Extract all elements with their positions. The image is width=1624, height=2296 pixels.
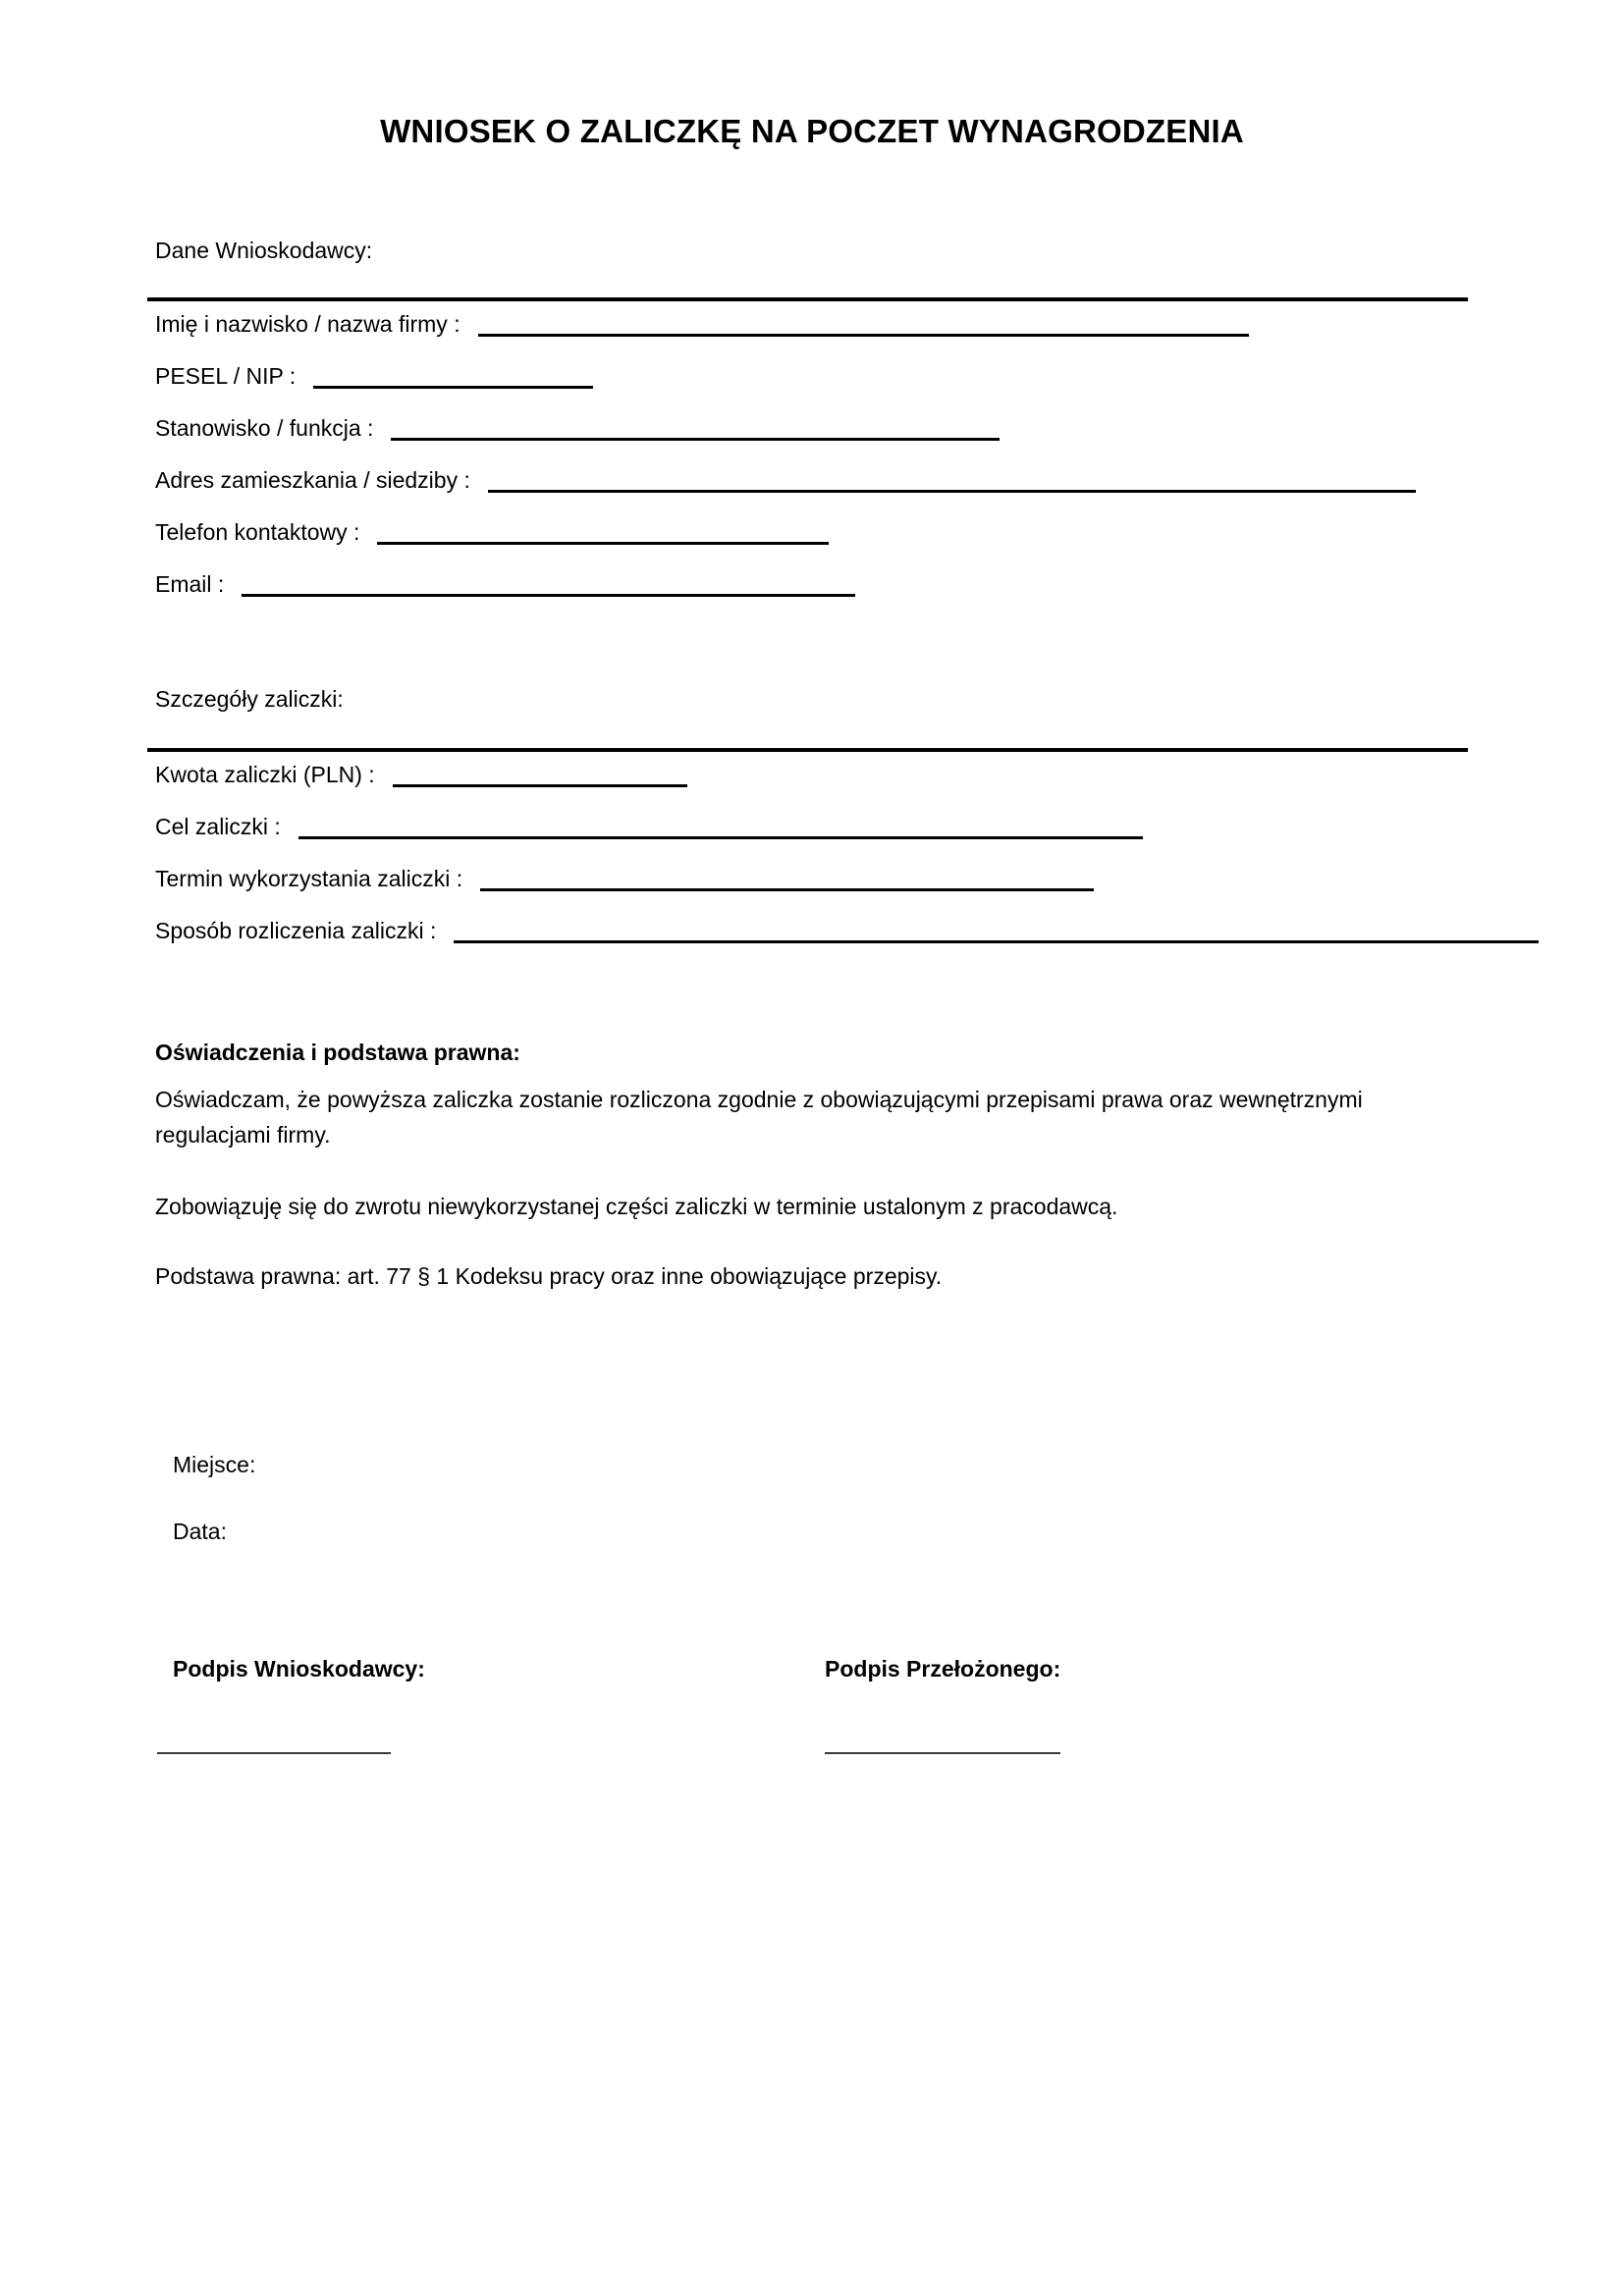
field-label-address: Adres zamieszkania / siedziby : — [155, 467, 470, 493]
declaration-paragraph-2: Zobowiązuję się do zwrotu niewykorzystanej części zaliczki w terminie ustalonym z pracodawcą. — [155, 1194, 1118, 1219]
field-input-pesel-nip[interactable] — [313, 364, 593, 389]
field-input-purpose[interactable] — [298, 815, 1143, 839]
field-row-pesel-nip — [155, 364, 593, 389]
applicant-section-divider — [147, 297, 1468, 301]
declarations-heading: Oświadczenia i podstawa prawna: — [155, 1040, 520, 1065]
field-row-full-name — [155, 312, 1249, 337]
field-row-deadline — [155, 867, 1094, 891]
field-label-pesel-nip: PESEL / NIP : — [155, 363, 297, 389]
field-input-settlement[interactable] — [454, 919, 1539, 943]
advance-section-divider — [147, 748, 1468, 752]
field-label-email: Email : — [155, 571, 225, 597]
field-input-phone[interactable] — [377, 520, 829, 545]
field-input-deadline[interactable] — [480, 867, 1094, 891]
field-row-amount — [155, 763, 687, 787]
declaration-paragraph-3: Podstawa prawna: art. 77 § 1 Kodeksu pracy oraz inne obowiązujące przepisy. — [155, 1263, 943, 1289]
declaration-paragraph-1: Oświadczam, że powyższa zaliczka zostanie rozliczona zgodnie z obowiązującymi przepisami prawa oraz wewnętrznymi regulacjami firmy. — [155, 1087, 1363, 1148]
applicant-signature-label: Podpis Wnioskodawcy: — [173, 1656, 425, 1682]
field-input-position[interactable] — [391, 416, 1000, 441]
field-input-amount[interactable] — [393, 763, 687, 787]
field-row-settlement — [155, 919, 1539, 943]
field-input-address[interactable] — [488, 468, 1416, 493]
supervisor-signature-line[interactable] — [825, 1752, 1060, 1754]
applicant-signature-line[interactable] — [157, 1752, 391, 1754]
advance-section-heading: Szczegóły zaliczki: — [155, 686, 344, 712]
place-label: Miejsce: — [173, 1452, 256, 1477]
field-label-amount: Kwota zaliczki (PLN) : — [155, 762, 375, 787]
field-label-position: Stanowisko / funkcja : — [155, 415, 374, 441]
field-label-full-name: Imię i nazwisko / nazwa firmy : — [155, 311, 460, 337]
field-input-full-name[interactable] — [478, 312, 1249, 337]
field-label-purpose: Cel zaliczki : — [155, 814, 281, 839]
field-row-purpose — [155, 815, 1143, 839]
field-row-address — [155, 468, 1416, 493]
applicant-section-heading: Dane Wnioskodawcy: — [155, 238, 373, 263]
field-row-position — [155, 416, 1000, 441]
date-label: Data: — [173, 1519, 227, 1544]
field-row-phone — [155, 520, 829, 545]
field-label-deadline: Termin wykorzystania zaliczki : — [155, 866, 463, 891]
field-input-email[interactable] — [242, 572, 855, 597]
field-label-settlement: Sposób rozliczenia zaliczki : — [155, 918, 437, 943]
page-title: WNIOSEK O ZALICZKĘ NA POCZET WYNAGRODZENIA — [380, 113, 1244, 149]
field-label-phone: Telefon kontaktowy : — [155, 519, 360, 545]
supervisor-signature-label: Podpis Przełożonego: — [825, 1656, 1061, 1682]
field-row-email — [155, 572, 855, 597]
